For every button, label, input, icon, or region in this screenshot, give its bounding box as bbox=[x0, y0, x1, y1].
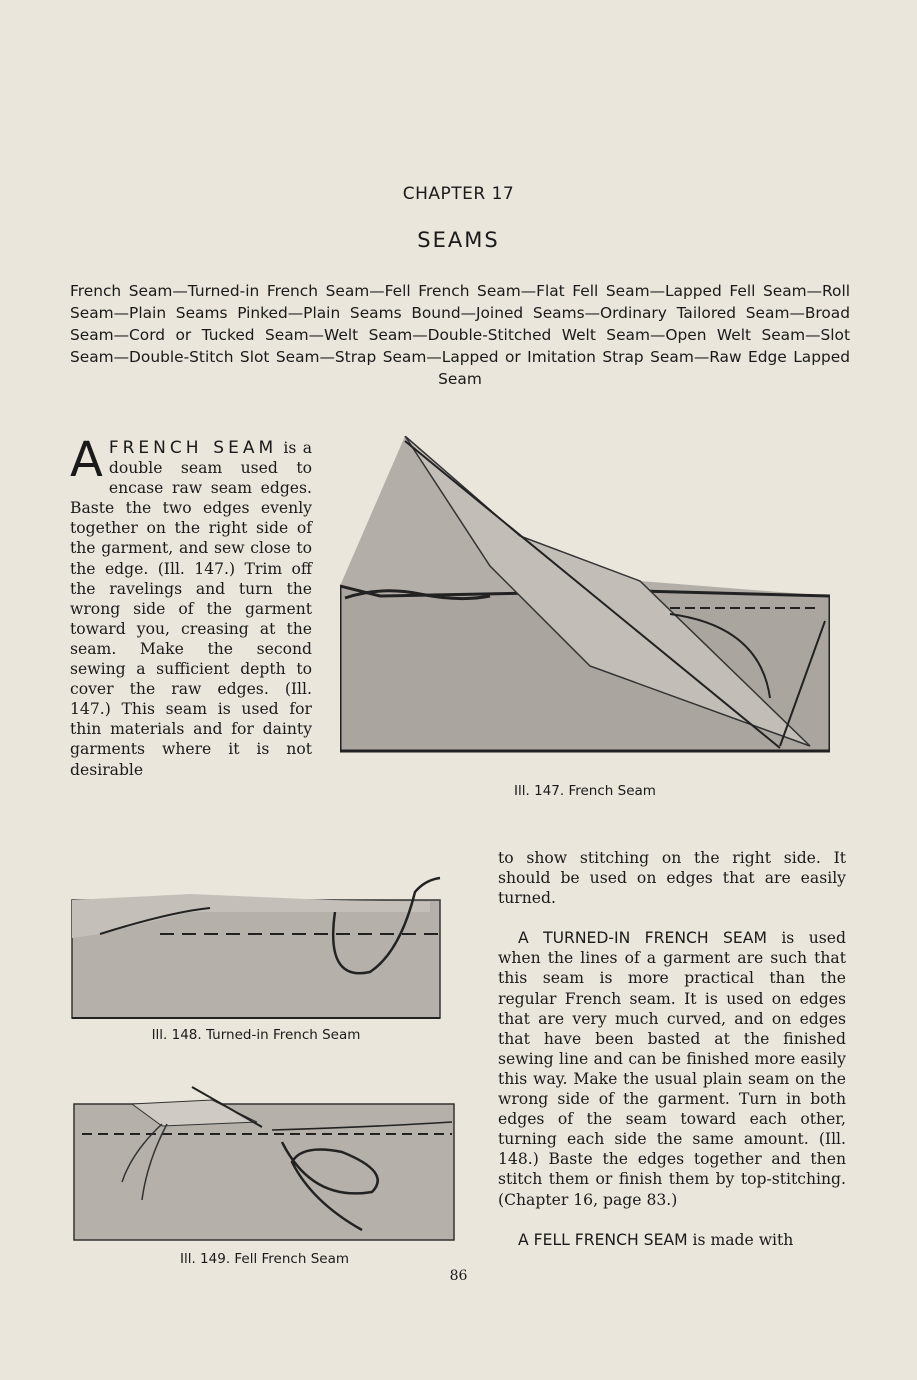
page-title: SEAMS bbox=[417, 228, 500, 252]
paragraph-turned-in-french-seam bbox=[498, 928, 846, 1209]
paragraph-fell-french-seam bbox=[498, 1230, 846, 1250]
para-french-seam-text: is a double seam used to encase raw seam edges. Baste the two edges evenly together on the right side of the garment, and sew close to the edge. (Ill. 147.) Trim off the ravelings and turn the wrong side of the garment toward you, creasing at the seam. Make the second sewing a sufficient depth to cover the raw edges. (Ill. 147.) This seam is used for thin materials and for dainty garments where it is not desirable bbox=[70, 439, 313, 779]
para-fell-text: is made with bbox=[687, 1230, 794, 1249]
paragraph-french-seam bbox=[70, 432, 313, 780]
turned-in-seam-drawing bbox=[72, 878, 440, 1018]
drop-cap: A bbox=[70, 432, 103, 488]
topics-list: French Seam—Turned-in French Seam—Fell French Seam—Flat Fell Seam—Lapped Fell Seam—Roll Seam—Plain Seams Pinked—Plain Seams Bound—Joined Seams—Ordinary Tailored Seam—Broad Seam—Cord or Tucked Seam—Welt Seam—Double-Stitched Welt Seam—Open Welt Seam—Slot Seam—Double-Stitch Slot Seam—Strap Seam—Lapped or Imitation Strap Seam—Raw Edge Lapped Seam bbox=[70, 282, 850, 388]
illustration-148 bbox=[70, 872, 442, 1020]
lead-french-seam: FRENCH SEAM bbox=[108, 438, 278, 458]
illustration-149 bbox=[72, 1082, 457, 1242]
caption-ill-147: Ill. 147. French Seam bbox=[514, 783, 656, 799]
illustration-147 bbox=[340, 436, 830, 756]
para-french-seam-continued: to show stitching on the right side. It should be used on edges that are easily turned. bbox=[498, 849, 846, 908]
caption-ill-148: Ill. 148. Turned-in French Seam bbox=[151, 1027, 361, 1043]
caption-ill-149: Ill. 149. Fell French Seam bbox=[179, 1251, 349, 1267]
left-column bbox=[70, 432, 313, 780]
lead-turned-in-french-seam: A TURNED-IN FRENCH SEAM bbox=[518, 929, 767, 948]
right-column bbox=[498, 848, 846, 1250]
para-turned-in-text: is used when the lines of a garment are such that this seam is more practical than the regular French seam. It is used on edges that are very much curved, and on edges that have been basted at the finished sewing line and can be finished more easily this way. Make the usual plain seam on the wrong side of the garment. Turn in both edges of the seam toward each other, turning each side the same amount. (Ill. 148.) Baste the edges together and then stitch them or finish them by top-stitching. (Chapter 16, page 83.) bbox=[498, 929, 846, 1209]
chapter-heading: CHAPTER 17 bbox=[402, 184, 515, 204]
page-number: 86 bbox=[449, 1268, 468, 1284]
fell-seam-drawing bbox=[74, 1087, 454, 1240]
fabric-folded-drawing bbox=[340, 436, 830, 751]
lead-fell-french-seam: A FELL FRENCH SEAM bbox=[518, 1230, 688, 1249]
